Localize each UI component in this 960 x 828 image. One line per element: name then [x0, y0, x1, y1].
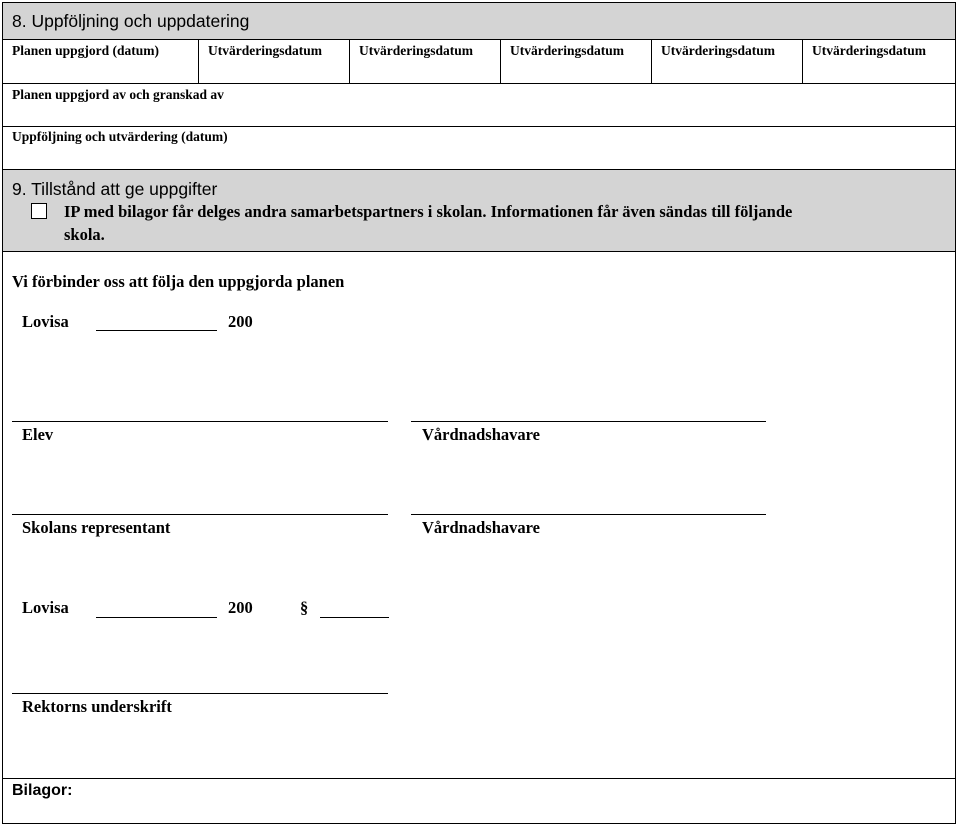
guardian2-signature-line[interactable] [411, 514, 766, 515]
year-prefix2: 200 [228, 598, 253, 617]
planned-by-field[interactable] [3, 104, 955, 126]
evaluation-date-field-4[interactable] [652, 60, 802, 82]
divider [2, 39, 956, 40]
guardian-label: Vårdnadshavare [422, 425, 540, 444]
planned-date-header: Planen uppgjord (datum) [12, 43, 160, 58]
principal-label: Rektorns underskrift [22, 697, 172, 716]
evaluation-date-field-5[interactable] [803, 60, 955, 82]
divider [2, 83, 956, 84]
followup-date-field[interactable] [3, 147, 955, 169]
evaluation-date-field-2[interactable] [350, 60, 500, 82]
student-signature-line[interactable] [12, 421, 388, 422]
consent-text-line1: IP med bilagor får delges andra samarbetspartners i skolan. Informationen får även sändas till följande [64, 202, 793, 221]
attachments-label: Bilagor: [12, 782, 73, 799]
guardian2-label: Vårdnadshavare [422, 518, 540, 537]
followup-date-label: Uppföljning och utvärdering (datum) [12, 129, 228, 144]
evaluation-date-field-3[interactable] [501, 60, 651, 82]
principal-signature-line[interactable] [12, 693, 388, 694]
evaluation-date-header-4: Utvärderingsdatum [661, 43, 775, 58]
section8-title: 8. Uppföljning och uppdatering [12, 11, 250, 31]
student-label: Elev [22, 425, 54, 444]
attachments-field[interactable] [90, 780, 954, 822]
school-rep-label: Skolans representant [22, 518, 171, 537]
section9-title: 9. Tillstånd att ge uppgifter [12, 179, 218, 199]
section-number-field[interactable] [320, 617, 389, 618]
evaluation-date-header-3: Utvärderingsdatum [510, 43, 624, 58]
place-label: Lovisa [22, 312, 69, 331]
divider [2, 251, 956, 252]
date2-field[interactable] [96, 617, 217, 618]
planned-date-field[interactable] [3, 60, 198, 82]
evaluation-date-header-5: Utvärderingsdatum [812, 43, 926, 58]
school-rep-signature-line[interactable] [12, 514, 388, 515]
consent-checkbox[interactable] [31, 203, 47, 219]
divider [2, 778, 956, 779]
evaluation-date-header-2: Utvärderingsdatum [359, 43, 473, 58]
year-prefix: 200 [228, 312, 253, 331]
consent-text-line2: skola. [64, 225, 105, 244]
evaluation-date-header-1: Utvärderingsdatum [208, 43, 322, 58]
section-symbol: § [300, 598, 309, 617]
planned-by-label: Planen uppgjord av och granskad av [12, 87, 224, 102]
date-field[interactable] [96, 330, 217, 331]
place2-label: Lovisa [22, 598, 69, 617]
commitment-heading: Vi förbinder oss att följa den uppgjorda planen [12, 272, 345, 291]
divider [2, 126, 956, 127]
evaluation-date-field-1[interactable] [199, 60, 349, 82]
guardian-signature-line[interactable] [411, 421, 766, 422]
